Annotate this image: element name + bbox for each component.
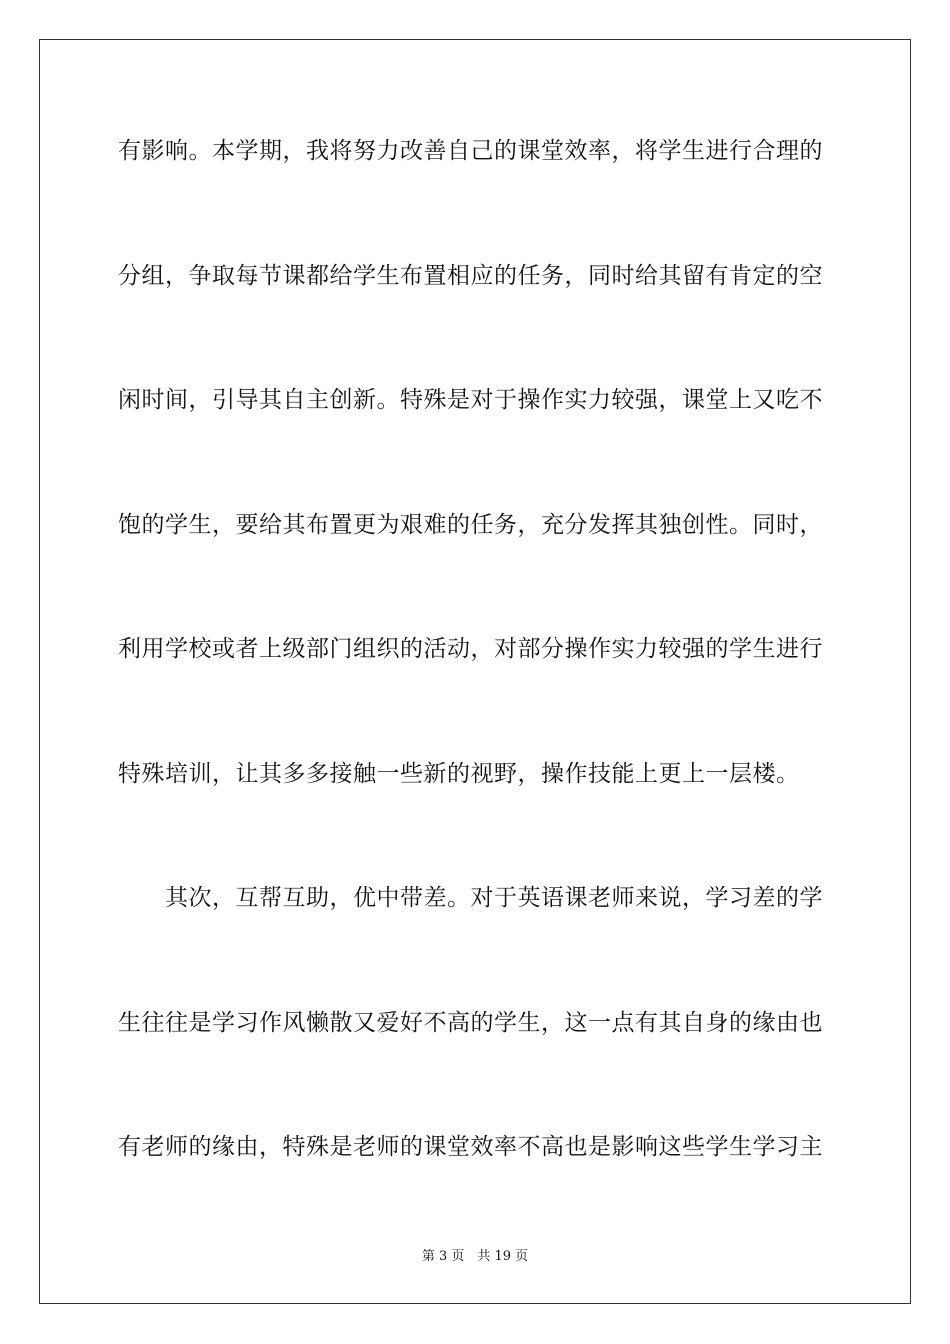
body-text-line: 闲时间，引导其自主创新。特殊是对于操作实力较强，课堂上又吃不: [118, 387, 823, 413]
body-text-line: 饱的学生，要给其布置更为艰难的任务，充分发挥其独创性。同时，: [118, 512, 823, 538]
body-text-line: 有老师的缘由，特殊是老师的课堂效率不高也是影响这些学生学习主: [118, 1134, 823, 1160]
body-text-line: 特殊培训，让其多多接触一些新的视野，操作技能上更上一层楼。: [118, 761, 800, 787]
body-text-line: 有影响。本学期，我将努力改善自己的课堂效率，将学生进行合理的: [118, 138, 823, 164]
page-border: [39, 39, 911, 1304]
body-text-line: 利用学校或者上级部门组织的活动，对部分操作实力较强的学生进行: [118, 636, 823, 662]
body-text-line: 其次，互帮互助，优中带差。对于英语课老师来说，学习差的学: [118, 885, 823, 911]
body-text-line: 生往往是学习作风懒散又爱好不高的学生，这一点有其自身的缘由也: [118, 1010, 823, 1036]
body-text-line: 分组，争取每节课都给学生布置相应的任务，同时给其留有肯定的空: [118, 263, 823, 289]
page-number-footer: 第 3 页 共 19 页: [421, 1249, 529, 1264]
